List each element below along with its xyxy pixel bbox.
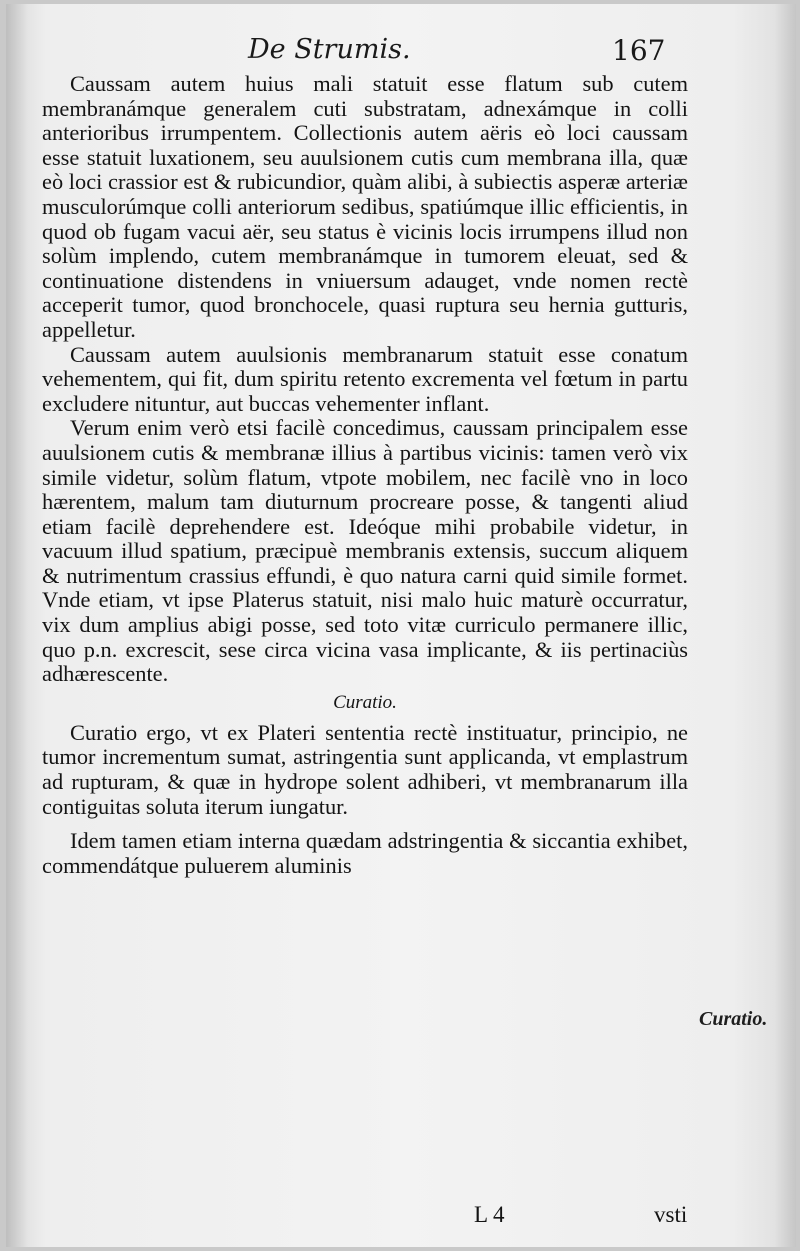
page-number: 167 (612, 34, 666, 67)
main-text (42, 72, 688, 878)
paragraph: Curatio ergo, vt ex Plateri sententia rectè instituatur, principio, ne tumor incrementum sumat, astringentia sunt applicanda, vt emplastrum ad rupturam, & quæ in hydrope solent adhiberi, vt membranarum illa contiguitas soluta iterum iungatur. (42, 719, 688, 819)
paragraph: Caussam autem huius mali statuit esse flatum sub cutem membranámque generalem cuti substratam, adnexámque in colli anterioribus irrumpentem. Collectionis autem aëris eò loci caussam esse statuit luxationem, seu auulsionem cutis cum membrana illa, quæ eò loci crassior est & rubicundior, quàm alibi, à subiectis asperæ arteriæ musculorúmque colli anteriorum sedibus, spatiúmque illic efficientis, in quod ob fugam vacui aër, seu status è vicinis locis irrumpens illud non solùm implendo, cutem membranámque in tumorem eleuat, sed & continuatione distendens in vniuersum adauget, vnde nomen rectè acceperit tumor, quod bronchocele, quasi ruptura seu hernia gutturis, appelletur. (42, 71, 688, 342)
signature-mark: L 4 (474, 1202, 505, 1227)
paragraph: Verum enim verò etsi facilè concedimus, caussam principalem esse auulsionem cutis & membranæ illius à partibus vicinis: tamen verò vix simile videtur, solùm flatum, vtpote mobilem, nec facilè vno in loco hærentem, malum tam diuturnum procreare posse, & tangenti aliud etiam facilè deprehendere est. Ideóque mihi probabile videtur, in vacuum illud spatium, præcipuè membranis extensis, succum aliquem & nutrimentum crassius effundi, è quo natura carni quid simile formet. Vnde etiam, vt ipse Platerus statuit, nisi malo huic maturè occurratur, vix dum amplius abigi posse, sed toto vitæ curriculo permanere illic, quo p.n. excrescit, sese circa vicina vasa implicante, & iis pertinaciùs adhærescente. (42, 415, 688, 687)
page-header (6, 34, 796, 74)
margin-note: Curatio. (699, 1008, 768, 1030)
page-footer (6, 1202, 796, 1232)
paragraph: Idem tamen etiam interna quædam adstringentia & siccantia exhibet, commendátque puluerem aluminis (42, 828, 688, 878)
paragraph: Caussam autem auulsionis membranarum statuit esse conatum vehementem, qui fit, dum spiritu retento excrementa vel fœtum in partu excludere nituntur, aut buccas vehementer inflant. (42, 341, 688, 416)
page-edge-shadow-left (6, 4, 28, 1247)
catchword: vsti (654, 1202, 688, 1227)
page-edge-shadow-right (774, 4, 796, 1247)
running-title: De Strumis. (248, 34, 411, 65)
section-subheading: Curatio. (333, 691, 397, 713)
book-page (6, 4, 796, 1247)
